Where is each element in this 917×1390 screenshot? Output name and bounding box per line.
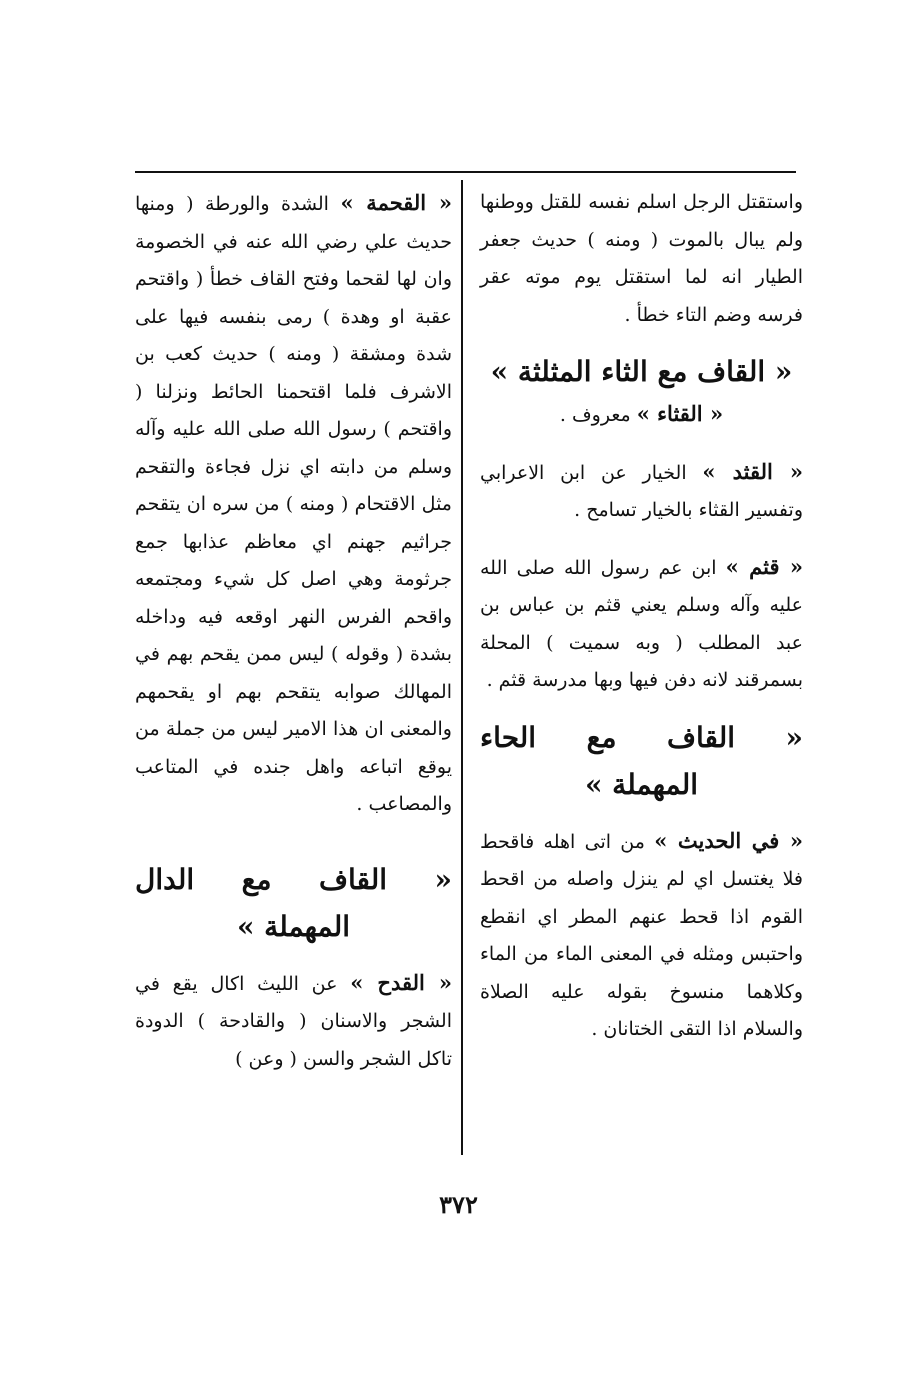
section-heading-qaf-ha-line2: المهملة »: [584, 767, 699, 801]
entry-text: الخيار عن ابن الاعرابي وتفسير القثاء بالخيار تسامح .: [480, 461, 803, 521]
page-number: ٣٧٢: [439, 1190, 478, 1219]
entry-keyword: « القثاء »: [636, 401, 724, 426]
top-rule: [135, 171, 796, 173]
entry-keyword: « القدح »: [350, 969, 452, 995]
entry-keyword: « القحمة »: [340, 190, 452, 215]
left-column: [135, 184, 452, 1078]
entry-keyword: « قثم »: [725, 553, 803, 579]
entry-qutham: [480, 548, 803, 700]
section-heading-qaf-dal-line2: المهملة »: [236, 909, 351, 943]
entry-keyword: « القثد »: [702, 458, 803, 484]
entry-text: من اتى اهله فاقحط فلا يغتسل اي لم ينزل واصله من اقحط القوم اذا قحط عنهم المطر اي انقطع واحتبس ومثله في المعنى الماء من الماء وكلاهما منسوخ بقوله عليه الصلاة والسلام اذا التقى الختانان .: [480, 830, 803, 1040]
entry-text: ابن عم رسول الله صلى الله عليه وآله وسلم يعني قثم بن عباس بن عبد المطلب ( وبه سميت ) المحلة بسمرقند لانه دفن فيها وبها مدرسة قثم .: [480, 556, 803, 691]
section-heading-qaf-ha-line1: « القاف مع الحاء: [480, 720, 803, 754]
entry-qahma: [135, 184, 452, 824]
entry-text: الشدة والورطة ( ومنها حديث علي رضي الله عنه في الخصومة وان لها لقحما وفتح القاف خطأ ( واقتحم عقبة او وهدة ) رمى بنفسه فيها على شدة ومشقة ( ومنه ) حديث كعب بن الاشرف فلما اقتحمنا الحائط ونزلنا ( واقتحم ) رسول الله صلى الله عليه وآله وسلم من دابته اي نزل فجاءة والتقحم مثل الاقتحام ( ومنه ) من سره ان يتقحم جراثيم جهنم اي معاظم عذابها جمع جرثومة وهي اصل كل شيء ومجتمعه واقحم الفرس النهر اوقعه فيه وداخله بشدة ( وقوله ) ليس ممن يقحم بهم في المهالك صوابه يتقحم بهم او يقحمهم والمعنى ان هذا الامير ليس من جملة من يوقع اتباعه واهل جنده في المتاعب والمصاعب .: [135, 193, 452, 815]
right-column: [480, 184, 803, 1049]
section-heading-qaf-dal-line1: « القاف مع الدال: [135, 862, 452, 896]
entry-text: عن الليث اكال يقع في الشجر والاسنان ( والقادحة ) الدودة تاكل الشجر والسن ( وعن ): [135, 972, 452, 1070]
section-heading-qaf-tha: « القاف مع الثاء المثلثة »: [490, 355, 793, 388]
entry-keyword: « في الحديث »: [654, 827, 803, 853]
entry-qithaa: [480, 395, 803, 435]
entry-fil-hadith: [480, 822, 803, 1049]
entry-qadh: [135, 964, 452, 1079]
column-divider: [461, 180, 463, 1155]
entry-qathd: [480, 453, 803, 530]
entry-text: معروف .: [559, 404, 637, 426]
paragraph-istaqtal: واستقتل الرجل اسلم نفسه للقتل ووطنها ولم يبال بالموت ( ومنه ) حديث جعفر الطيار انه لما استقتل يوم موته عقر فرسه وضم التاء خطأ .: [480, 191, 803, 326]
